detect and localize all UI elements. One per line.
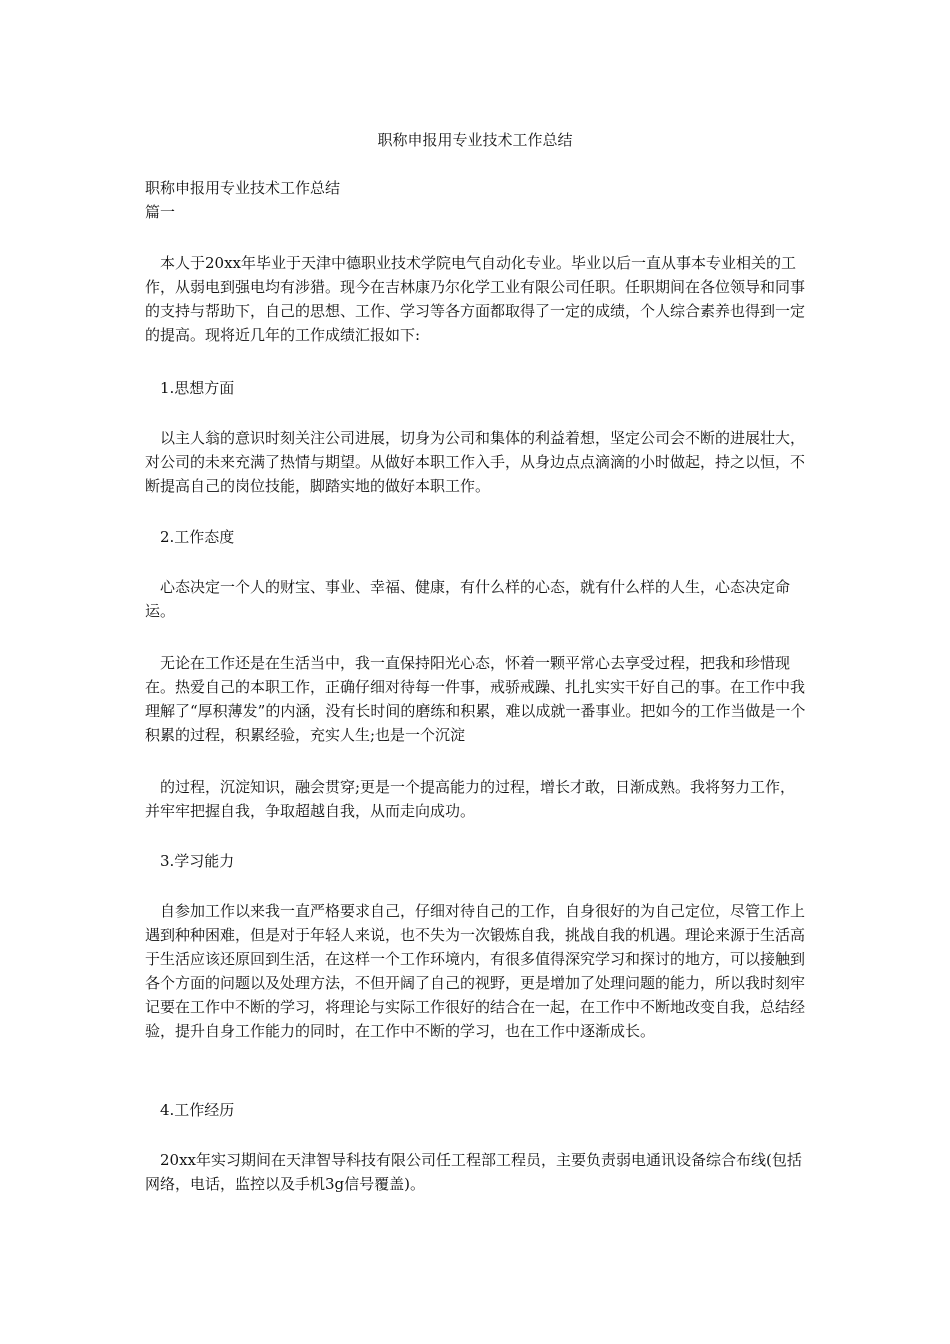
section-3-paragraph: 自参加工作以来我一直严格要求自己，仔细对待自己的工作，自身很好的为自己定位，尽管工作上遇到种种困难，但是对于年轻人来说，也不失为一次锻炼自我，挑战自我的机遇。理论来源于生活高于生活应该还原回到生活，在这样一个工作环境内，有很多值得深究学习和探讨的地方，可以接触到各个方面的问题以及处理方法，不但开阔了自己的视野，更是增加了处理问题的能力，所以我时刻牢记要在工作中不断的学习，将理论与实际工作很好的结合在一起，在工作中不断地改变自我，总结经验，提升自身工作能力的同时，在工作中不断的学习，也在工作中逐渐成长。 <box>145 902 806 1040</box>
section-label: 篇一 <box>145 203 176 221</box>
document-subtitle: 职称申报用专业技术工作总结 <box>145 179 341 197</box>
section-2-heading: 2.工作态度 <box>160 528 235 546</box>
section-2-paragraph-2: 无论在工作还是在生活当中，我一直保持阳光心态，怀着一颗平常心去享受过程，把我和珍惜现在。热爱自己的本职工作，正确仔细对待每一件事，戒骄戒躁、扎扎实实干好自己的事。在工作中我理解了“厚积薄发”的内涵，没有长时间的磨练和积累，难以成就一番事业。把如今的工作当做是一个积累的过程，积累经验，充实人生;也是一个沉淀 <box>145 654 806 744</box>
section-1-heading: 1.思想方面 <box>160 379 235 397</box>
section-4-paragraph: 20xx年实习期间在天津智导科技有限公司任工程部工程员，主要负责弱电通讯设备综合布线(包括网络，电话，监控以及手机3g信号覆盖)。 <box>145 1151 802 1193</box>
section-2-paragraph-1: 心态决定一个人的财宝、事业、幸福、健康，有什么样的心态，就有什么样的人生，心态决定命运。 <box>145 578 791 620</box>
section-2-paragraph-3: 的过程，沉淀知识，融会贯穿;更是一个提高能力的过程，增长才敢，日渐成熟。我将努力工作，并牢牢把握自我，争取超越自我，从而走向成功。 <box>145 778 796 820</box>
section-1-paragraph: 以主人翁的意识时刻关注公司进展，切身为公司和集体的利益着想，坚定公司会不断的进展壮大，对公司的未来充满了热情与期望。从做好本职工作入手，从身边点点滴滴的小时做起，持之以恒，不断提高自己的岗位技能，脚踏实地的做好本职工作。 <box>145 429 806 495</box>
page-title: 职称申报用专业技术工作总结 <box>377 131 573 149</box>
section-4-heading: 4.工作经历 <box>160 1101 235 1119</box>
intro-paragraph: 本人于20xx年毕业于天津中德职业技术学院电气自动化专业。毕业以后一直从事本专业相关的工作，从弱电到强电均有涉猎。现今在吉林康乃尔化学工业有限公司任职。任职期间在各位领导和同事的支持与帮助下，自己的思想、工作、学习等各方面都取得了一定的成绩，个人综合素养也得到一定的提高。现将近几年的工作成绩汇报如下: <box>145 254 806 344</box>
section-3-heading: 3.学习能力 <box>160 852 235 870</box>
